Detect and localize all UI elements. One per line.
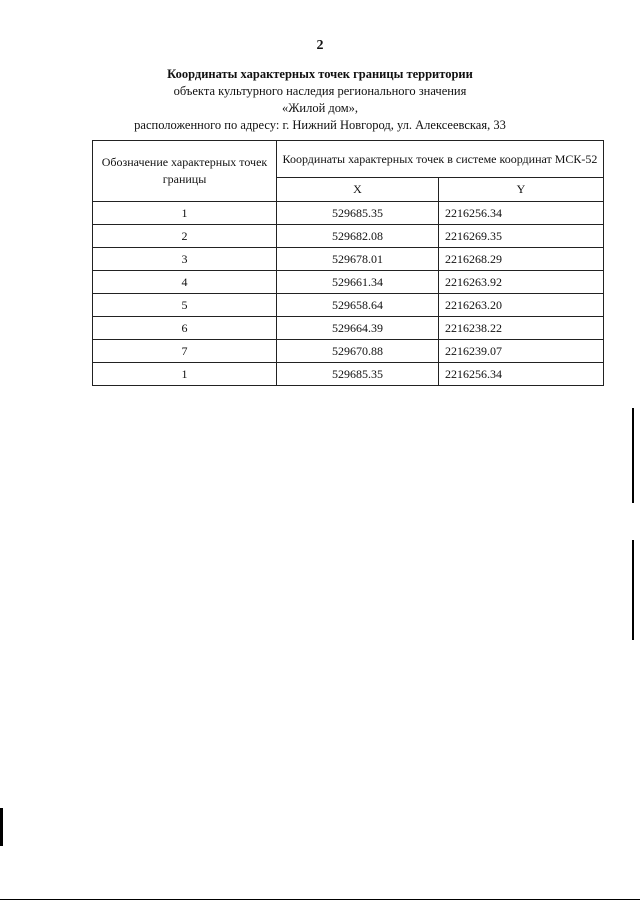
coordinates-table — [92, 140, 604, 386]
table-row — [93, 340, 604, 363]
cell-x: 529670.88 — [277, 340, 439, 363]
cell-y: 2216269.35 — [439, 225, 604, 248]
header-y: Y — [439, 177, 604, 201]
heading-title: Координаты характерных точек границы территории — [167, 67, 473, 81]
table-row — [93, 294, 604, 317]
cell-point: 5 — [93, 294, 277, 317]
cell-y: 2216239.07 — [439, 340, 604, 363]
cell-y: 2216256.34 — [439, 202, 604, 225]
cell-x: 529658.64 — [277, 294, 439, 317]
cell-point: 3 — [93, 248, 277, 271]
cell-point: 1 — [93, 363, 277, 386]
cell-y: 2216238.22 — [439, 317, 604, 340]
scan-edge-mark-right-upper — [632, 408, 634, 503]
document-heading — [100, 66, 540, 134]
cell-y: 2216263.92 — [439, 271, 604, 294]
cell-point: 7 — [93, 340, 277, 363]
cell-x: 529682.08 — [277, 225, 439, 248]
cell-point: 1 — [93, 202, 277, 225]
table-row — [93, 202, 604, 225]
table-row — [93, 248, 604, 271]
table-header-row — [93, 141, 604, 178]
cell-y: 2216268.29 — [439, 248, 604, 271]
cell-y: 2216263.20 — [439, 294, 604, 317]
cell-x: 529685.35 — [277, 202, 439, 225]
heading-line-name: «Жилой дом», — [281, 101, 359, 115]
scan-edge-mark-left — [0, 808, 3, 846]
table-row — [93, 271, 604, 294]
page-number: 2 — [316, 38, 324, 53]
header-coordinate-system: Координаты характерных точек в системе координат МСК-52 — [277, 141, 604, 178]
cell-point: 2 — [93, 225, 277, 248]
cell-x: 529685.35 — [277, 363, 439, 386]
heading-line-address: расположенного по адресу: г. Нижний Новгород, ул. Алексеевская, 33 — [134, 118, 506, 132]
header-x: X — [277, 177, 439, 201]
cell-x: 529664.39 — [277, 317, 439, 340]
scan-edge-mark-right-lower — [632, 540, 634, 640]
cell-x: 529661.34 — [277, 271, 439, 294]
cell-y: 2216256.34 — [439, 363, 604, 386]
table-row — [93, 363, 604, 386]
cell-point: 6 — [93, 317, 277, 340]
table-row — [93, 317, 604, 340]
cell-x: 529678.01 — [277, 248, 439, 271]
scan-bottom-line — [0, 899, 640, 900]
header-point-designation: Обозначение характерных точек границы — [93, 141, 277, 202]
cell-point: 4 — [93, 271, 277, 294]
heading-line-object: объекта культурного наследия регионального значения — [173, 84, 467, 98]
table-row — [93, 225, 604, 248]
